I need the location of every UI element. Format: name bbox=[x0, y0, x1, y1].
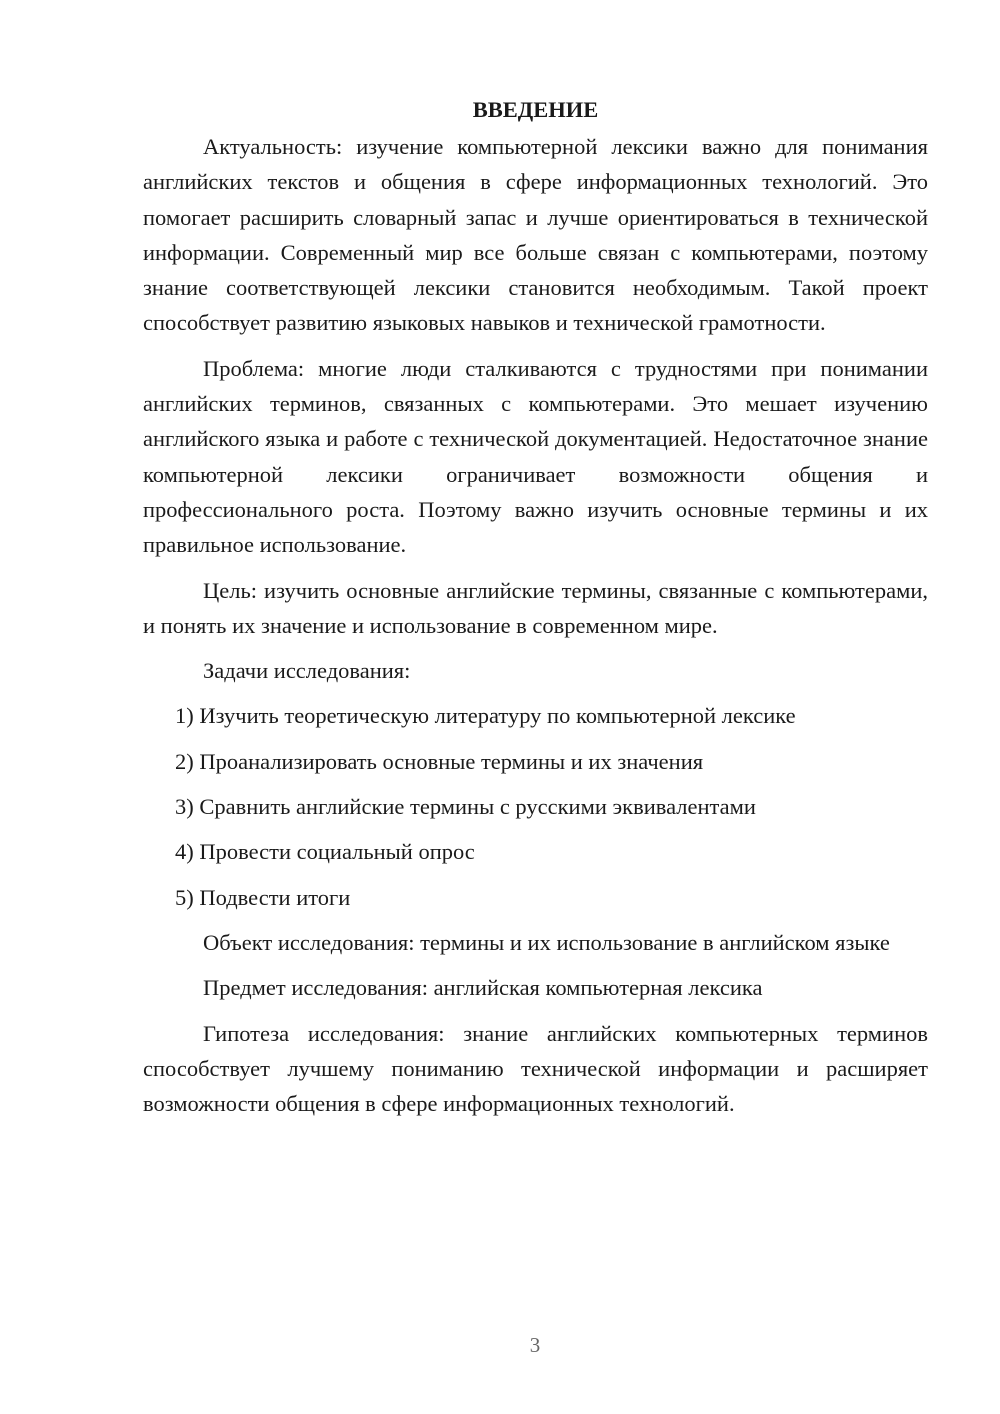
goal-paragraph: Цель: изучить основные английские термины, связанные с компьютерами, и понять их значение и использование в современном мире. bbox=[143, 577, 928, 638]
object-paragraph: Объект исследования: термины и их использование в английском языке bbox=[203, 929, 890, 955]
page-content bbox=[143, 92, 928, 1131]
page-title: ВВЕДЕНИЕ bbox=[472, 97, 599, 122]
task-item: 2) Проанализировать основные термины и их значения bbox=[175, 748, 704, 774]
hypothesis-paragraph: Гипотеза исследования: знание английских компьютерных терминов способствует лучшему пониманию технической информации и расширяет возможности общения в сфере информационных технологий. bbox=[143, 1020, 928, 1117]
task-item: 4) Провести социальный опрос bbox=[175, 839, 475, 865]
task-item: 1) Изучить теоретическую литературу по компьютерной лексике bbox=[175, 703, 796, 729]
tasks-heading: Задачи исследования: bbox=[203, 658, 411, 684]
subject-paragraph: Предмет исследования: английская компьютерная лексика bbox=[203, 975, 763, 1001]
page-number: 3 bbox=[529, 1333, 541, 1357]
problem-paragraph: Проблема: многие люди сталкиваются с трудностями при понимании английских терминов, связанных с компьютерами. Это мешает изучению английского языка и работе с технической документацией. Недостаточное знание компьютерной лексики ограничивает возможности общения и профессионального роста. Поэтому важно изучить основные термины и их правильное использование. bbox=[143, 355, 928, 558]
relevance-paragraph: Актуальность: изучение компьютерной лексики важно для понимания английских текстов и общения в сфере информационных технологий. Это помогает расширить словарный запас и лучше ориентироваться в технической информации. Современный мир все больше связан с компьютерами, поэтому знание соответствующей лексики становится необходимым. Такой проект способствует развитию языковых навыков и технической грамотности. bbox=[143, 134, 928, 336]
task-list bbox=[143, 698, 928, 914]
task-item: 3) Сравнить английские термины с русскими эквивалентами bbox=[175, 794, 756, 820]
task-item: 5) Подвести итоги bbox=[175, 884, 351, 910]
